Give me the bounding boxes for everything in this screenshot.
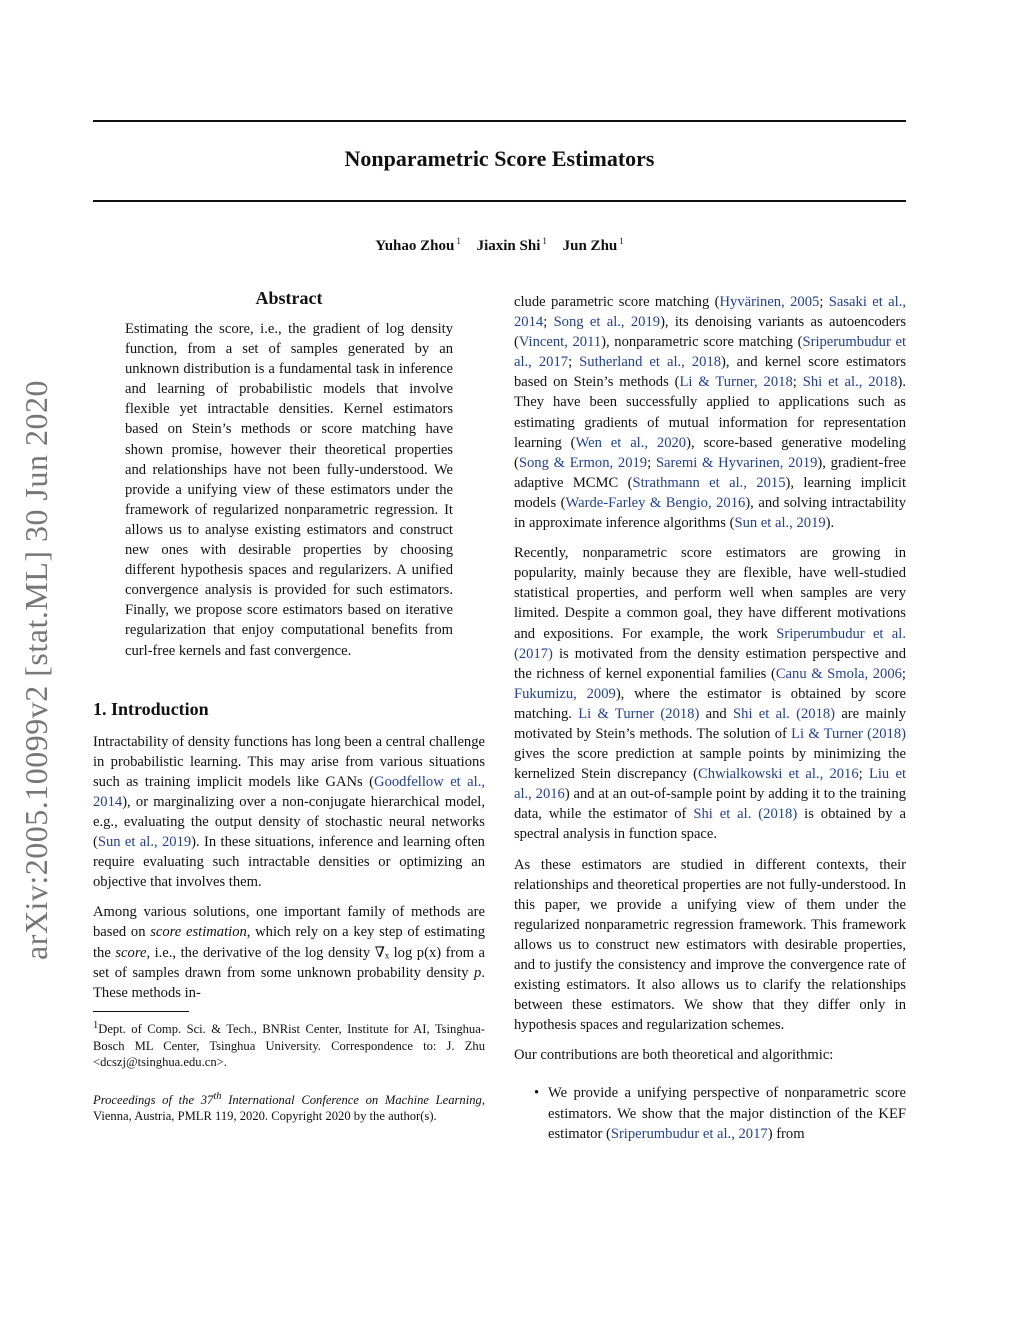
citation-link[interactable]: Strathmann et al., 2015 xyxy=(632,474,786,491)
citation-link[interactable]: Sriperumbudur et al. (2017) xyxy=(514,625,906,662)
list-item: • We provide a unifying perspective of nonparametric score estimators. We show that the major distinction of the KEF estimator (Sriperumbudur et al., 2017) from xyxy=(534,1085,906,1142)
proceedings-note: Proceedings of the 37th International Conference on Machine Learning, Vienna, Austria, PMLR 119, 2020. Copyright 2020 by the author(s). xyxy=(93,1090,485,1124)
citation-link[interactable]: Vincent, 2011 xyxy=(518,334,602,351)
footnote-rule xyxy=(93,1011,189,1012)
citation-link[interactable]: Shi et al. (2018) xyxy=(733,705,836,722)
citation-link[interactable]: Warde-Farley & Bengio, 2016 xyxy=(565,494,746,511)
citation-link[interactable]: Shi et al. (2018) xyxy=(693,806,798,823)
author: Yuhao Zhou $^1$ xyxy=(375,236,461,254)
author: Jiaxin Shi $^1$ xyxy=(476,236,547,254)
math-gradient: ∇ₓ log p(x) xyxy=(374,944,442,961)
citation-link[interactable]: Sriperumbudur et al., 2017 xyxy=(514,334,907,371)
bottom-rule xyxy=(93,200,906,202)
citation-link[interactable]: Li & Turner (2018) xyxy=(578,705,700,722)
top-rule xyxy=(93,120,906,122)
abstract-text: Estimating the score, i.e., the gradient of log density function, from a set of samples generated by an unknown distribution is a fundamental task in inference and learning of probabilistic models that involve flexible yet intractable densities. Kernel estimators based on Stein’s methods or score matching have shown promise, however their theoretical properties and relationships have not been fully-understood. We provide a unifying view of these estimators under the framework of regularized nonparametric regression. It allows us to analyse existing estimators and construct new ones with desirable properties by choosing different hypothesis spaces and regularizers. A unified convergence analysis is provided for such estimators. Finally, we propose score estimators based on iterative regularization that enjoy computational benefits from curl-free kernels and fast convergence. xyxy=(125,321,453,659)
citation-link[interactable]: Sun et al., 2019 xyxy=(97,834,192,851)
citation-link[interactable]: Li & Turner (2018) xyxy=(791,725,906,742)
citation-link[interactable]: Sriperumbudur et al., 2017 xyxy=(610,1125,768,1142)
intro-paragraph-1: Intractability of density functions has long been a central challenge in probabilistic learning. This may arise from various situations such as training implicit models like GANs (Goodfellow et al., 2014), or marginalizing over a non-conjugate hierarchical model, e.g., evaluating the output density of stochastic neural networks (Sun et al., 2019). In these situations, inference and learning often require evaluating such intractable densities or optimizing an objective that involves them. xyxy=(93,733,485,891)
bullet-icon: • xyxy=(534,1085,540,1102)
author-list xyxy=(93,236,906,255)
intro-paragraph-4: Recently, nonparametric score estimators are growing in popularity, mainly because they are flexible, have well-studied statistical properties, and perform well when samples are very limited. Despite a common goal, they have different motivations and expositions. For example, the work Sriperumbudur et al. (2017) is motivated from the density estimation perspective and the richness of kernel exponential families (Canu & Smola, 2006; Fukumizu, 2009), where the estimator is obtained by score matching. Li & Turner (2018) and Shi et al. (2018) are mainly motivated by Stein’s methods. The solution of Li & Turner (2018) gives the score prediction at sample points by minimizing the kernelized Stein discrepancy (Chwialkowski et al., 2016; Liu et al., 2016) and at an out-of-sample point by adding it to the training data, while the estimator of Shi et al. (2018) is obtained by a spectral analysis in function space. xyxy=(514,545,906,843)
contributions-lead: Our contributions are both theoretical and algorithmic: xyxy=(514,1047,834,1064)
intro-paragraph-5: As these estimators are studied in different contexts, their relationships and theoretical properties are not fully-understood. In this paper, we provide a unifying view of them under the regularized nonparametric regression framework. This framework allows us to construct new estimators with desirable properties, and to justify the consistency and improve the convergence rate of existing estimators. It also allows us to clarify the relationships between these estimators. We show that they differ only in hypothesis spaces and regularization schemes. xyxy=(514,856,906,1034)
contribution-list xyxy=(514,1083,906,1143)
citation-link[interactable]: Li & Turner, 2018 xyxy=(679,374,793,391)
citation-link[interactable]: Hyvärinen, 2005 xyxy=(719,294,820,310)
citation-link[interactable]: Song & Ermon, 2019 xyxy=(518,454,648,471)
citation-link[interactable]: Sun et al., 2019 xyxy=(734,515,826,532)
abstract-heading: Abstract xyxy=(255,288,323,308)
citation-link[interactable]: Wen et al., 2020 xyxy=(575,434,687,451)
citation-link[interactable]: Chwialkowski et al., 2016 xyxy=(698,766,859,783)
arxiv-identifier: arXiv:2005.10099v2 [stat.ML] 30 Jun 2020 xyxy=(18,380,54,960)
citation-link[interactable]: Liu et al., 2016 xyxy=(514,766,906,803)
section-heading-introduction: 1. Introduction xyxy=(93,698,209,719)
right-column xyxy=(514,292,906,1144)
citation-link[interactable]: Saremi & Hyvarinen, 2019 xyxy=(655,454,818,471)
citation-link[interactable]: Canu & Smola, 2006 xyxy=(775,665,902,682)
citation-link[interactable]: Song et al., 2019 xyxy=(553,314,661,331)
citation-link[interactable]: Sasaki et al., 2014 xyxy=(514,294,907,331)
citation-link[interactable]: Goodfellow et al., 2014 xyxy=(93,773,485,810)
paper-title: Nonparametric Score Estimators xyxy=(344,146,655,171)
citation-link[interactable]: Fukumizu, 2009 xyxy=(514,685,616,702)
left-column xyxy=(93,288,485,1125)
footnote-affiliation: $^1$Dept. of Comp. Sci. & Tech., BNRist Center, Institute for AI, Tsinghua-Bosch ML Center, Tsinghua University. Correspondence to: J. Zhu <dcszj@tsinghua.edu.cn>. xyxy=(93,1019,485,1069)
intro-paragraph-2: Among various solutions, one important family of methods are based on score estimation, which rely on a key step of estimating the score, i.e., the derivative of the log density ∇ₓ log p(x) from a set of samples drawn from some unknown probability density p. These methods in- xyxy=(93,904,485,1001)
author: Jun Zhu $^1$ xyxy=(562,236,624,254)
citation-link[interactable]: Sutherland et al., 2018 xyxy=(579,354,722,371)
intro-paragraph-3: clude parametric score matching (Hyvärinen, 2005; Sasaki et al., 2014; Song et al., 2019), its denoising variants as autoencoders (Vincent, 2011), nonparametric score matching (Sriperumbudur et al., 2017; Sutherland et al., 2018), and kernel score estimators based on Stein’s methods (Li & Turner, 2018; Shi et al., 2018). They have been successfully applied to applications such as estimating gradients of mutual information for representation learning (Wen et al., 2020), score-based generative modeling (Song & Ermon, 2019; Saremi & Hyvarinen, 2019), gradient-free adaptive MCMC (Strathmann et al., 2015), learning implicit models (Warde-Farley & Bengio, 2016), and solving intractability in approximate inference algorithms (Sun et al., 2019). xyxy=(514,294,907,532)
citation-link[interactable]: Shi et al., 2018 xyxy=(802,374,898,391)
